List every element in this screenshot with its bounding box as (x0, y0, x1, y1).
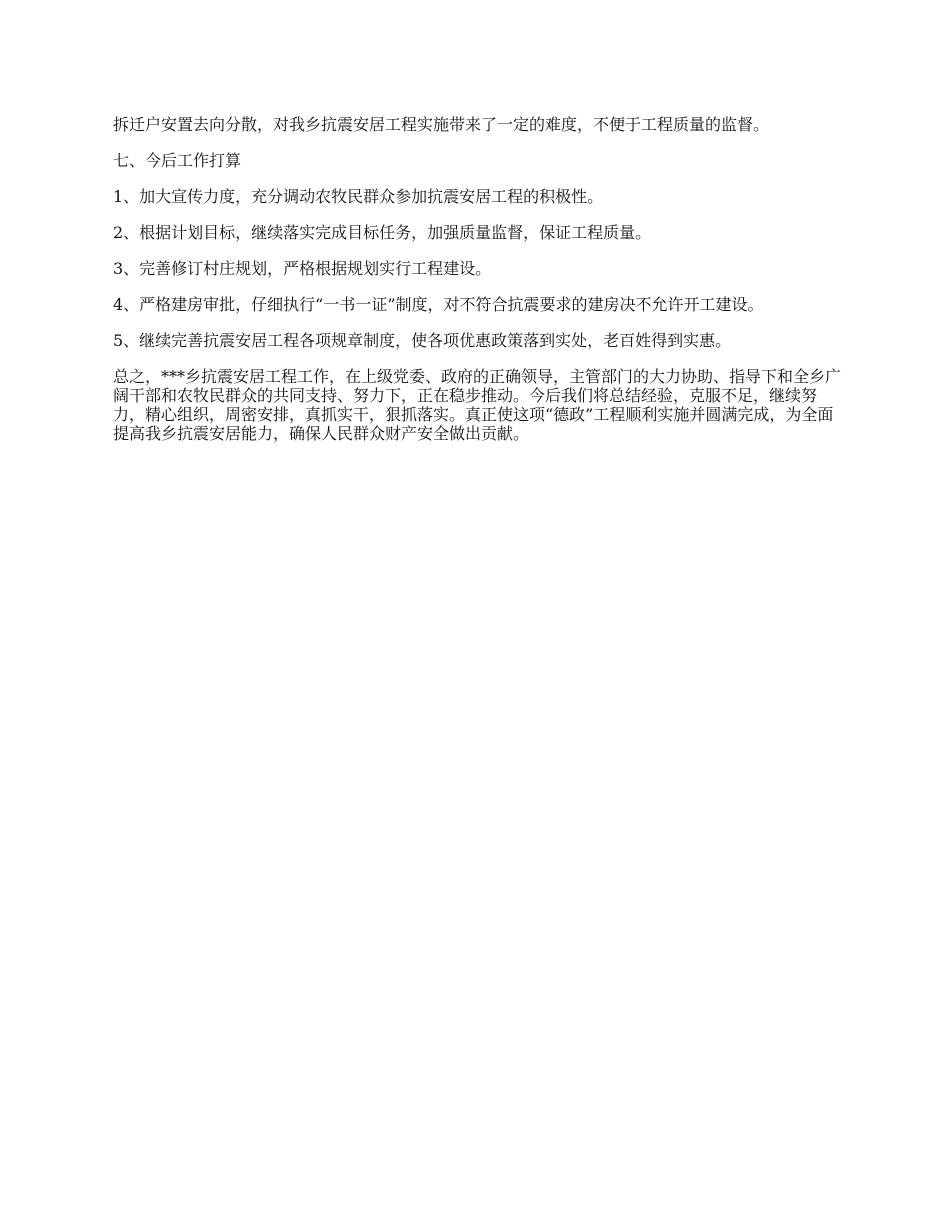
section-heading-future-plans: 七、今后工作打算 (113, 151, 242, 170)
list-item-2: 2、根据计划目标，继续落实完成目标任务，加强质量监督，保证工程质量。 (113, 223, 652, 242)
paragraph-relocation-difficulty: 拆迁户安置去向分散，对我乡抗震安居工程实施带来了一定的难度，不便于工程质量的监督。 (113, 115, 770, 134)
list-item-5: 5、继续完善抗震安居工程各项规章制度，使各项优惠政策落到实处，老百姓得到实惠。 (113, 331, 732, 350)
list-item-3: 3、完善修订村庄规划，严格根据规划实行工程建设。 (113, 259, 492, 278)
list-item-1: 1、加大宣传力度，充分调动农牧民群众参加抗震安居工程的积极性。 (113, 187, 604, 206)
list-item-4: 4、严格建房审批，仔细执行“一书一证”制度，对不符合抗震要求的建房决不允许开工建设。 (113, 295, 764, 314)
document-body (113, 115, 841, 460)
paragraph-conclusion: 总之，***乡抗震安居工程工作，在上级党委、政府的正确领导，主管部门的大力协助、指导下和全乡广阔干部和农牧民群众的共同支持、努力下，正在稳步推动。今后我们将总结经验，克服不足，继续努力，精心组织，周密安排，真抓实干，狠抓落实。真正使这项“德政”工程顺利实施并圆满完成，为全面提高我乡抗震安居能力，确保人民群众财产安全做出贡献。 (113, 367, 842, 443)
